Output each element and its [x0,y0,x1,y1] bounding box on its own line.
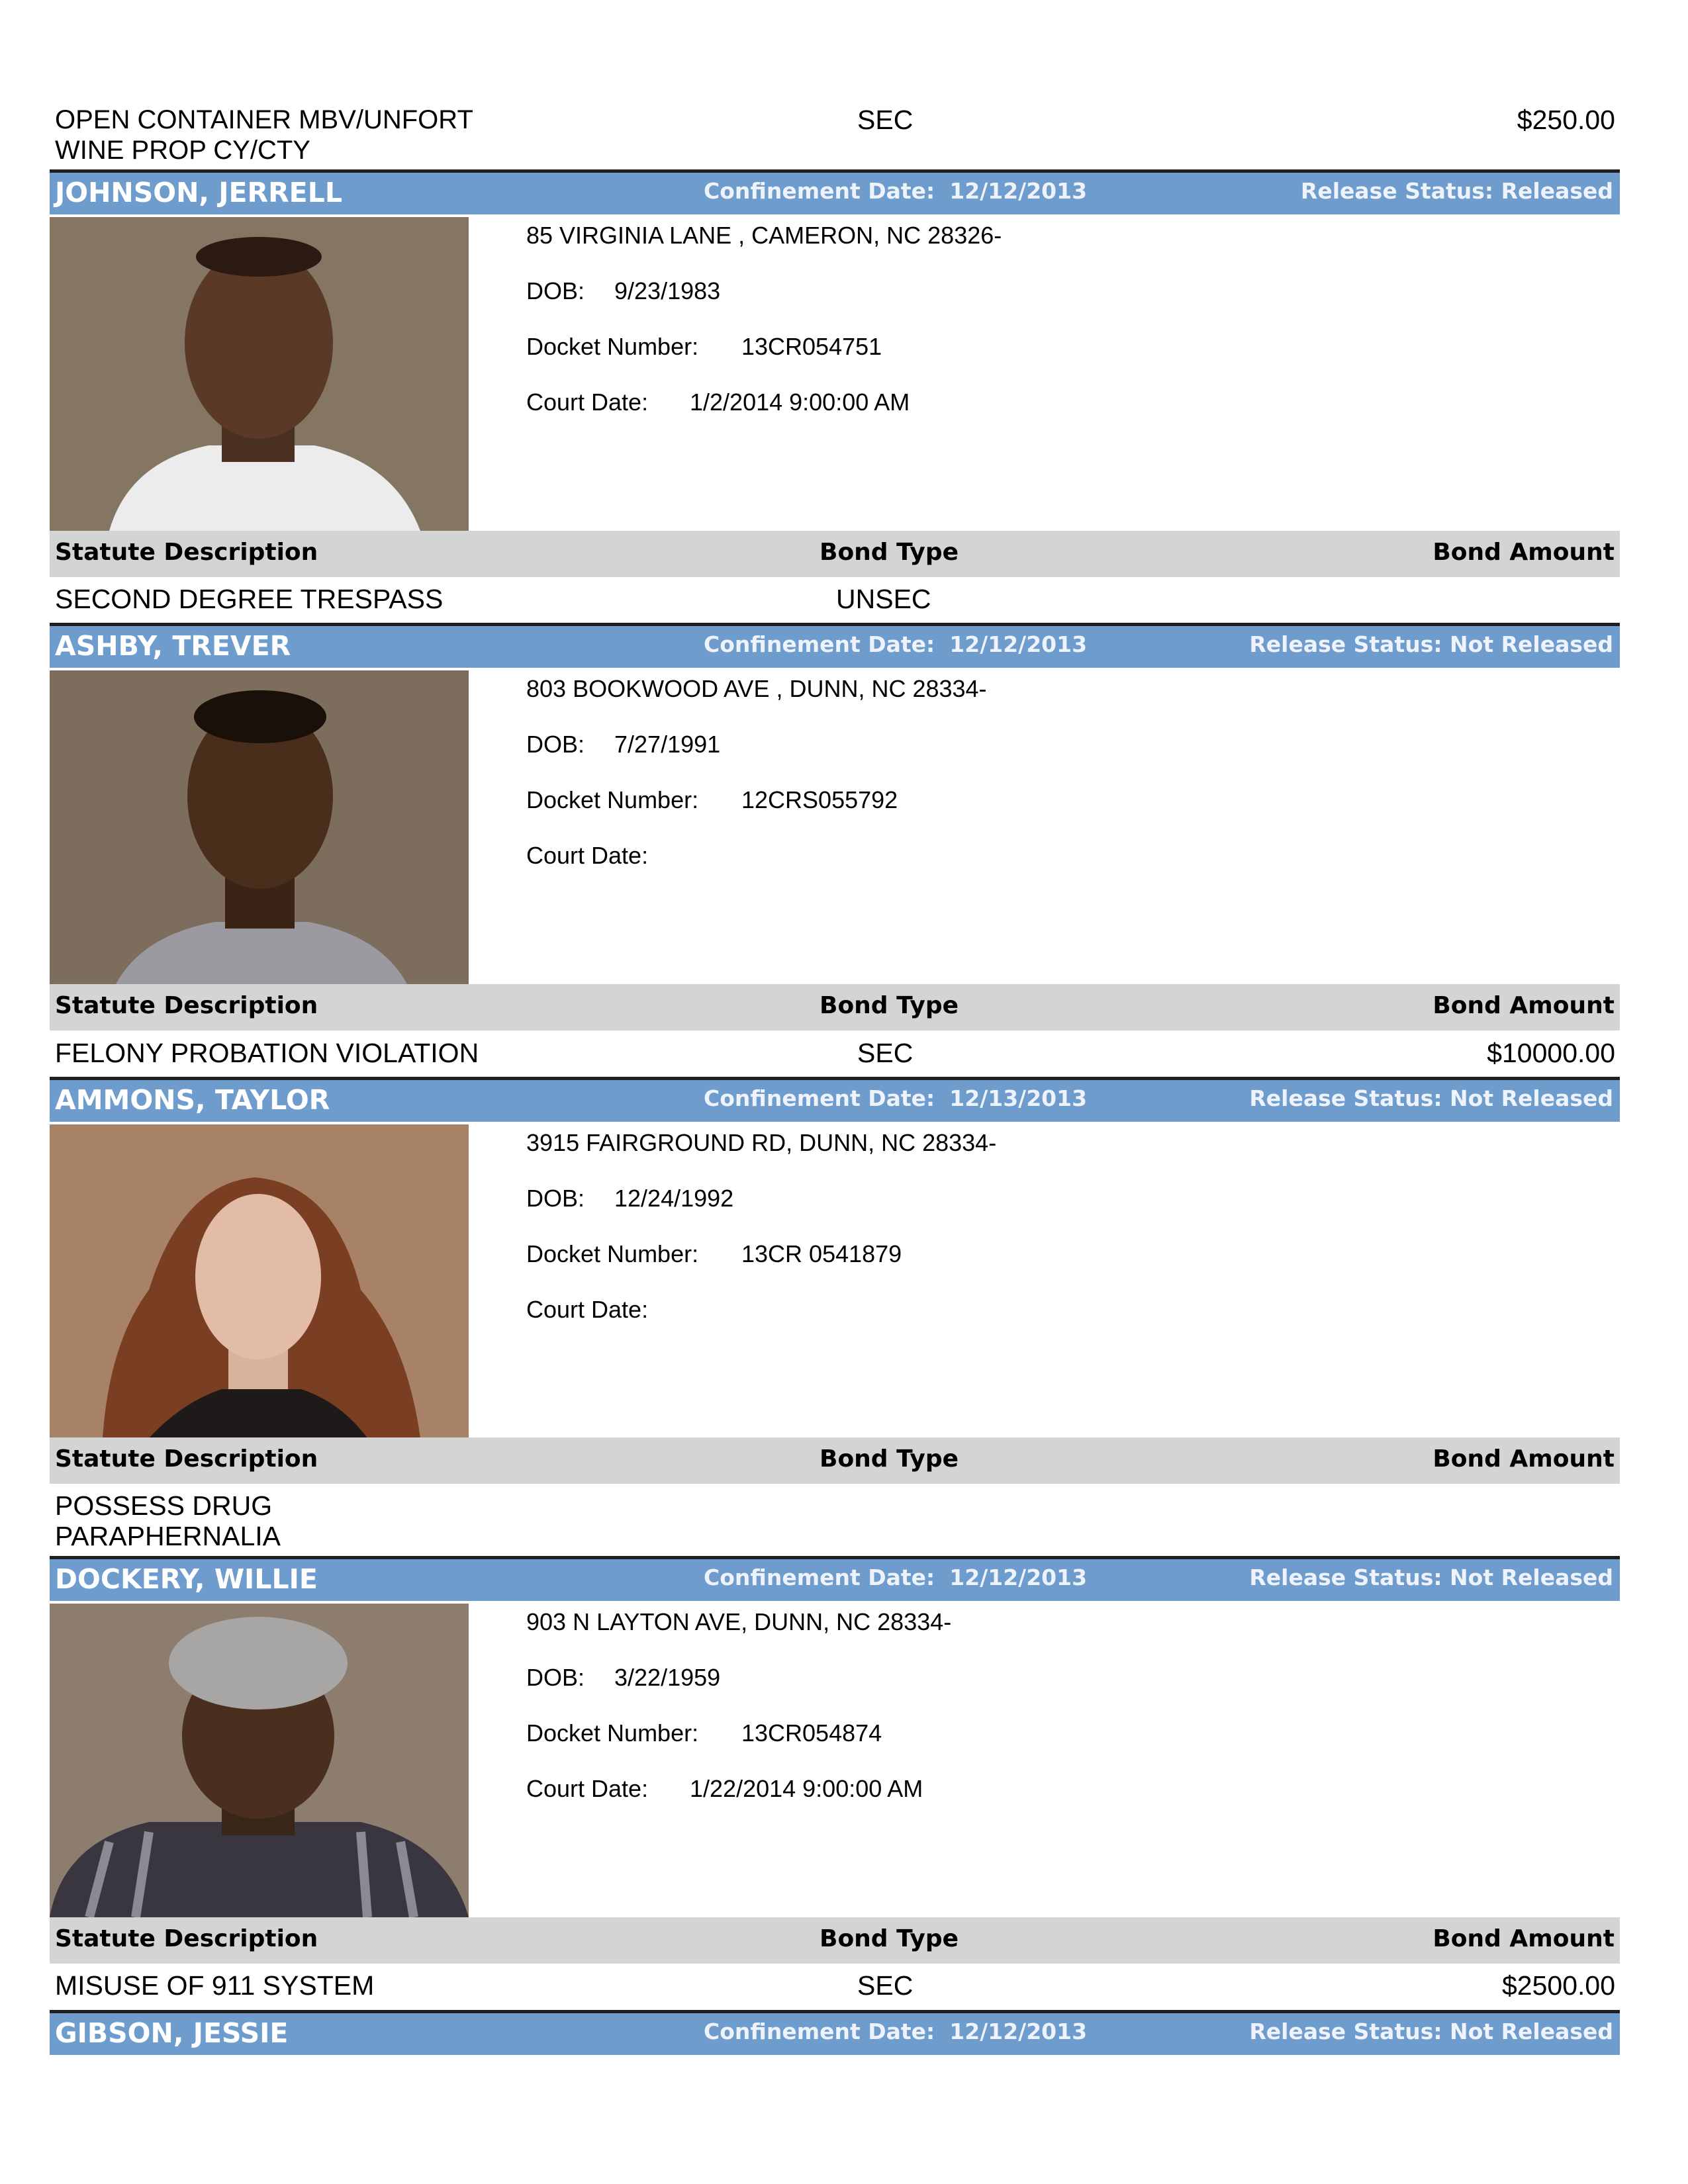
bond-type-header: Bond Type [820,539,959,566]
confinement-label: Confinement Date: [704,631,935,657]
docket-value: 12CRS055792 [741,786,898,813]
court-row [526,388,910,416]
bond-amount-header: Bond Amount [1432,1445,1615,1473]
court-value: 1/22/2014 9:00:00 AM [690,1775,923,1802]
bond-amount-header: Bond Amount [1432,539,1615,566]
record-header [50,2013,1620,2055]
bond-amount-header: Bond Amount [1432,992,1615,1019]
court-row [526,1775,923,1803]
statute-header: Statute Description [55,539,318,566]
dob-row [526,731,720,758]
dob-value: 7/27/1991 [614,731,721,758]
bond-type-header: Bond Type [820,1445,959,1473]
confinement-label: Confinement Date: [704,1565,935,1590]
court-label: Court Date: [526,1296,649,1323]
court-label: Court Date: [526,388,649,416]
bond-type: SEC [857,1038,914,1068]
docket-label: Docket Number: [526,1719,699,1747]
record-header [50,173,1620,214]
carryover-bond-type: SEC [857,105,914,135]
court-label: Court Date: [526,842,649,869]
mugshot-image [50,217,469,531]
court-row [526,842,690,870]
confinement-value: 12/12/2013 [949,2019,1088,2044]
record-header [50,1080,1620,1122]
mugshot-image [50,1124,469,1438]
carryover-statute-line2: WINE PROP CY/CTY [55,136,310,165]
statute-line1: POSSESS DRUG [55,1490,273,1521]
docket-label: Docket Number: [526,333,699,360]
bond-amount: $2500.00 [1501,1970,1615,2001]
statute-line1: FELONY PROBATION VIOLATION [55,1038,479,1068]
address: 85 VIRGINIA LANE , CAMERON, NC 28326- [526,222,1002,249]
court-label: Court Date: [526,1775,649,1802]
confinement-value: 12/12/2013 [949,631,1088,657]
dob-label: DOB: [526,731,585,758]
inmate-name: ASHBY, TREVER [55,630,291,662]
statute-description [55,584,443,614]
docket-value: 13CR054751 [741,333,882,360]
bond-type-header: Bond Type [820,992,959,1019]
confinement-date [704,1565,1087,1590]
release-status: Release Status: Not Released [1249,1085,1613,1111]
confinement-date [704,2019,1087,2044]
dob-value: 9/23/1983 [614,277,721,304]
inmate-name: GIBSON, JESSIE [55,2017,289,2049]
confinement-label: Confinement Date: [704,2019,935,2044]
statute-header-bar [50,1437,1620,1484]
dob-label: DOB: [526,277,585,304]
dob-label: DOB: [526,1185,585,1212]
mugshot-image [50,670,469,984]
carryover-statute-line1: OPEN CONTAINER MBV/UNFORT [55,105,473,134]
release-status: Release Status: Not Released [1249,2019,1613,2044]
statute-description [55,1038,479,1068]
docket-row [526,333,882,361]
statute-header-bar [50,1917,1620,1964]
release-status: Release Status: Released [1300,178,1613,204]
statute-line1: SECOND DEGREE TRESPASS [55,584,444,614]
bond-type-header: Bond Type [820,1925,959,1952]
docket-label: Docket Number: [526,1240,699,1267]
address: 903 N LAYTON AVE, DUNN, NC 28334- [526,1608,952,1635]
docket-value: 13CR 0541879 [741,1240,902,1267]
address: 3915 FAIRGROUND RD, DUNN, NC 28334- [526,1129,997,1156]
statute-line2: PARAPHERNALIA [55,1521,281,1551]
confinement-date [704,1085,1087,1111]
statute-header: Statute Description [55,1445,318,1473]
mugshot-photo [50,1124,469,1438]
mugshot-image [50,1604,469,1917]
statute-header: Statute Description [55,1925,318,1952]
bond-amount: $10000.00 [1487,1038,1615,1068]
docket-row [526,786,898,814]
docket-label: Docket Number: [526,786,699,813]
record-header [50,1559,1620,1601]
mugshot-photo [50,217,469,531]
docket-value: 13CR054874 [741,1719,882,1747]
docket-row [526,1240,902,1268]
address: 803 BOOKWOOD AVE , DUNN, NC 28334- [526,675,987,702]
bond-amount-header: Bond Amount [1432,1925,1615,1952]
inmate-name: JOHNSON, JERRELL [55,177,342,208]
confinement-date [704,631,1087,657]
statute-header-bar [50,531,1620,577]
inmate-name: DOCKERY, WILLIE [55,1563,318,1595]
confinement-label: Confinement Date: [704,178,935,204]
statute-line1: MISUSE OF 911 SYSTEM [55,1970,375,2001]
dob-row [526,1664,720,1692]
carryover-bond-amount: $250.00 [1517,105,1615,135]
release-status: Release Status: Not Released [1249,1565,1613,1590]
confinement-value: 12/13/2013 [949,1085,1088,1111]
inmate-name: AMMONS, TAYLOR [55,1084,330,1116]
court-row [526,1296,690,1324]
carryover-statute [55,105,473,165]
dob-row [526,277,720,305]
mugshot-photo [50,670,469,984]
mugshot-photo [50,1604,469,1917]
statute-header: Statute Description [55,992,318,1019]
dob-value: 3/22/1959 [614,1664,721,1691]
dob-label: DOB: [526,1664,585,1691]
release-status: Release Status: Not Released [1249,631,1613,657]
bond-type: UNSEC [836,584,931,614]
statute-description [55,1970,374,2001]
confinement-value: 12/12/2013 [949,178,1088,204]
statute-description [55,1490,281,1551]
confinement-label: Confinement Date: [704,1085,935,1111]
statute-header-bar [50,984,1620,1030]
court-value: 1/2/2014 9:00:00 AM [690,388,910,416]
confinement-date [704,178,1087,204]
dob-value: 12/24/1992 [614,1185,734,1212]
record-header [50,626,1620,668]
docket-row [526,1719,882,1747]
dob-row [526,1185,733,1212]
confinement-value: 12/12/2013 [949,1565,1088,1590]
bond-type: SEC [857,1970,914,2001]
